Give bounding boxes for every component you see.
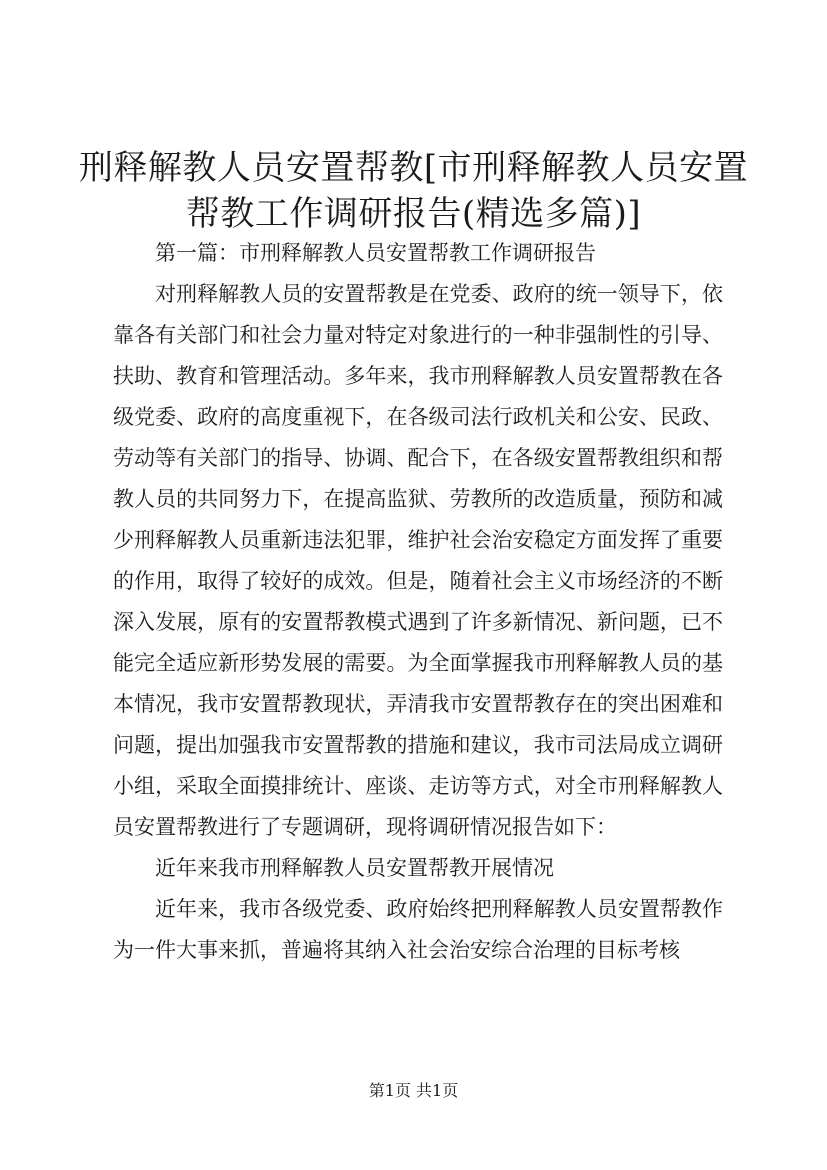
body-paragraph-1: 对刑释解教人员的安置帮教是在党委、政府的统一领导下，依靠各有关部门和社会力量对特定对象进行的一种非强制性的引导、扶助、教育和管理活动。多年来，我市刑释解教人员安置帮教在各级党委、政府的高度重视下，在各级司法行政机关和公安、民政、劳动等有关部门的指导、协调、配合下，在各级安置帮教组织和帮教人员的共同努力下，在提高监狱、劳教所的改造质量，预防和减少刑释解教人员重新违法犯罪，维护社会治安稳定方面发挥了重要的作用，取得了较好的成效。但是，随着社会主义市场经济的不断深入发展，原有的安置帮教模式遇到了许多新情况、新问题，已不能完全适应新形势发展的需要。为全面掌握我市刑释解教人员的基本情况，我市安置帮教现状，弄清我市安置帮教存在的突出困难和问题，提出加强我市安置帮教的措施和建议，我市司法局成立调研小组，采取全面摸排统计、座谈、走访等方式，对全市刑释解教人员安置帮教进行了专题调研，现将调研情况报告如下：: [113, 282, 723, 839]
page-footer: 第1页 共1页: [368, 1081, 459, 1100]
document-title: [60, 145, 767, 237]
title-line-2: 帮教工作调研报告(精选多篇)]: [185, 194, 642, 234]
section-heading: 第一篇：市刑释解教人员安置帮教工作调研报告: [155, 241, 596, 265]
body-paragraph-2: 近年来，我市各级党委、政府始终把刑释解教人员安置帮教作为一件大事来抓，普遍将其纳入社会治安综合治理的目标考核: [113, 897, 723, 962]
subheading: 近年来我市刑释解教人员安置帮教开展情况: [155, 856, 554, 880]
title-line-1: 刑释解教人员安置帮教[市刑释解教人员安置: [78, 148, 749, 188]
document-body: [113, 233, 723, 971]
